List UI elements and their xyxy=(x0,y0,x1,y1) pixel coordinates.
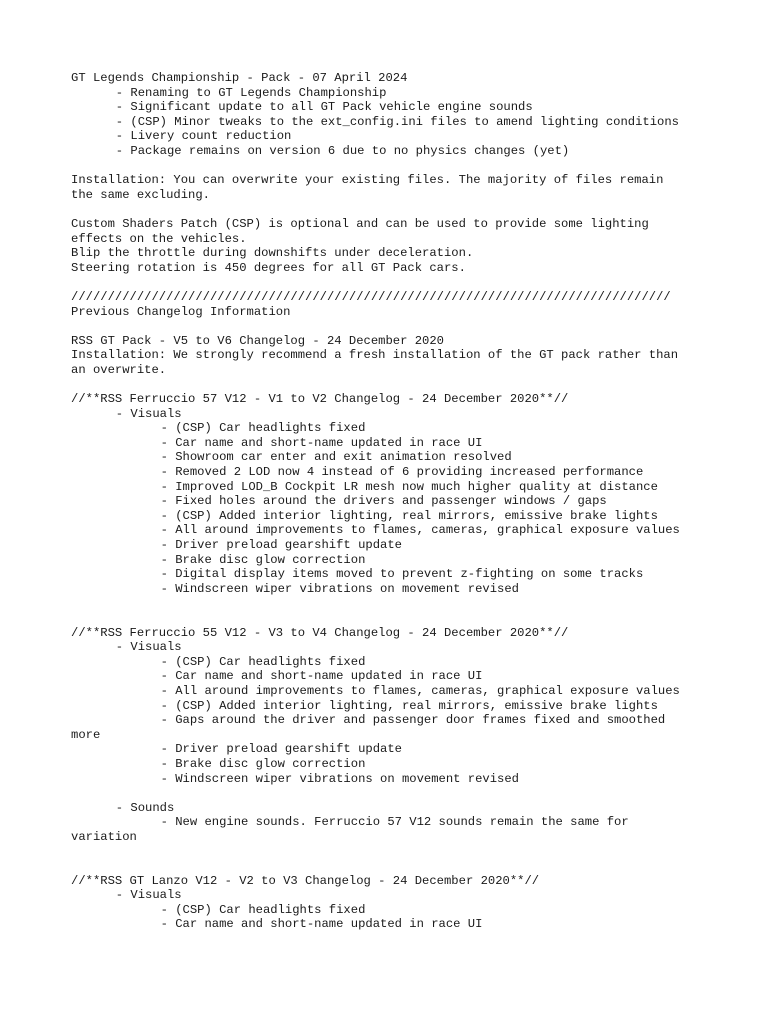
text-line: - Brake disc glow correction xyxy=(160,552,366,567)
text-line: - Driver preload gearshift update xyxy=(160,538,402,552)
text-line: //**RSS Ferruccio 55 V12 - V3 to V4 Changelog - 24 December 2020**// xyxy=(71,625,569,640)
blank-line xyxy=(71,844,761,859)
text-line: - All around improvements to flames, cameras, graphical exposure values xyxy=(160,683,680,698)
text-line: //**RSS GT Lanzo V12 - V2 to V3 Changelog - 24 December 2020**// xyxy=(71,873,540,888)
blank-line xyxy=(71,202,761,217)
text-line: Installation: We strongly recommend a fresh installation of the GT pack rather than xyxy=(71,348,679,363)
text-line: - Improved LOD_B Cockpit LR mesh now much higher quality at distance xyxy=(160,479,658,494)
text-line: - Car name and short-name updated in race UI xyxy=(160,917,483,932)
text-line: - Gaps around the driver and passenger door frames fixed and smoothed xyxy=(160,713,666,728)
text-line: more xyxy=(71,727,101,742)
text-line: - New engine sounds. Ferruccio 57 V12 sounds remain the same for xyxy=(160,815,629,830)
blank-line xyxy=(71,377,761,392)
text-line: - Visuals xyxy=(115,888,182,903)
text-line: GT Legends Championship - Pack - 07 April 2024 xyxy=(71,71,408,85)
blank-line xyxy=(71,786,761,801)
document-page xyxy=(71,71,761,932)
text-line: Steering rotation is 450 degrees for all GT Pack cars. xyxy=(71,260,466,275)
text-line: - Car name and short-name updated in race UI xyxy=(160,435,483,450)
text-line: - Removed 2 LOD now 4 instead of 6 providing increased performance xyxy=(160,465,644,480)
text-line: - (CSP) Added interior lighting, real mirrors, emissive brake lights xyxy=(160,508,658,523)
text-line: - Windscreen wiper vibrations on movement revised xyxy=(160,581,519,596)
text-line: - (CSP) Car headlights fixed xyxy=(160,654,366,669)
text-line: - Renaming to GT Legends Championship xyxy=(115,85,387,100)
text-line: - Fixed holes around the drivers and passenger windows / gaps xyxy=(160,494,607,509)
text-line: - (CSP) Minor tweaks to the ext_config.ini files to amend lighting conditions xyxy=(115,114,679,129)
text-line: Previous Changelog Information xyxy=(71,304,291,319)
text-line: - Windscreen wiper vibrations on movement revised xyxy=(160,771,519,786)
blank-line xyxy=(71,275,761,290)
text-line: Custom Shaders Patch (CSP) is optional and can be used to provide some lighting xyxy=(71,216,649,231)
text-line: - Digital display items moved to prevent z-fighting on some tracks xyxy=(160,567,644,582)
text-line: - Significant update to all GT Pack vehicle engine sounds xyxy=(115,100,533,115)
text-line: - (CSP) Car headlights fixed xyxy=(160,421,366,436)
text-line: ////////////////////////////////////////////////////////////////////////////////// xyxy=(71,289,671,304)
text-line: - All around improvements to flames, cameras, graphical exposure values xyxy=(160,523,680,538)
text-line: - (CSP) Added interior lighting, real mirrors, emissive brake lights xyxy=(160,698,658,713)
text-line: - Showroom car enter and exit animation resolved xyxy=(160,450,512,465)
text-line: - (CSP) Car headlights fixed xyxy=(160,902,366,917)
text-line: //**RSS Ferruccio 57 V12 - V1 to V2 Changelog - 24 December 2020**// xyxy=(71,392,569,407)
text-line: - Package remains on version 6 due to no physics changes (yet) xyxy=(115,143,570,158)
blank-line xyxy=(71,319,761,334)
text-line: - Sounds xyxy=(115,800,175,815)
text-line: Installation: You can overwrite your existing files. The majority of files remain xyxy=(71,173,664,188)
text-line: - Visuals xyxy=(115,640,182,655)
text-line: - Driver preload gearshift update xyxy=(160,742,402,757)
blank-line xyxy=(71,611,761,626)
text-line: variation xyxy=(71,829,137,844)
blank-line xyxy=(71,159,761,174)
text-line: the same excluding. xyxy=(71,187,210,202)
text-line: Blip the throttle during downshifts under deceleration. xyxy=(71,246,474,261)
text-line: - Livery count reduction xyxy=(115,129,292,144)
blank-line xyxy=(71,596,761,611)
text-line: an overwrite. xyxy=(71,362,167,377)
blank-line xyxy=(71,859,761,874)
text-line: RSS GT Pack - V5 to V6 Changelog - 24 December 2020 xyxy=(71,333,444,348)
text-line: effects on the vehicles. xyxy=(71,231,247,246)
text-line: - Visuals xyxy=(115,406,182,421)
text-line: - Brake disc glow correction xyxy=(160,756,366,771)
text-line: - Car name and short-name updated in race UI xyxy=(160,669,483,684)
